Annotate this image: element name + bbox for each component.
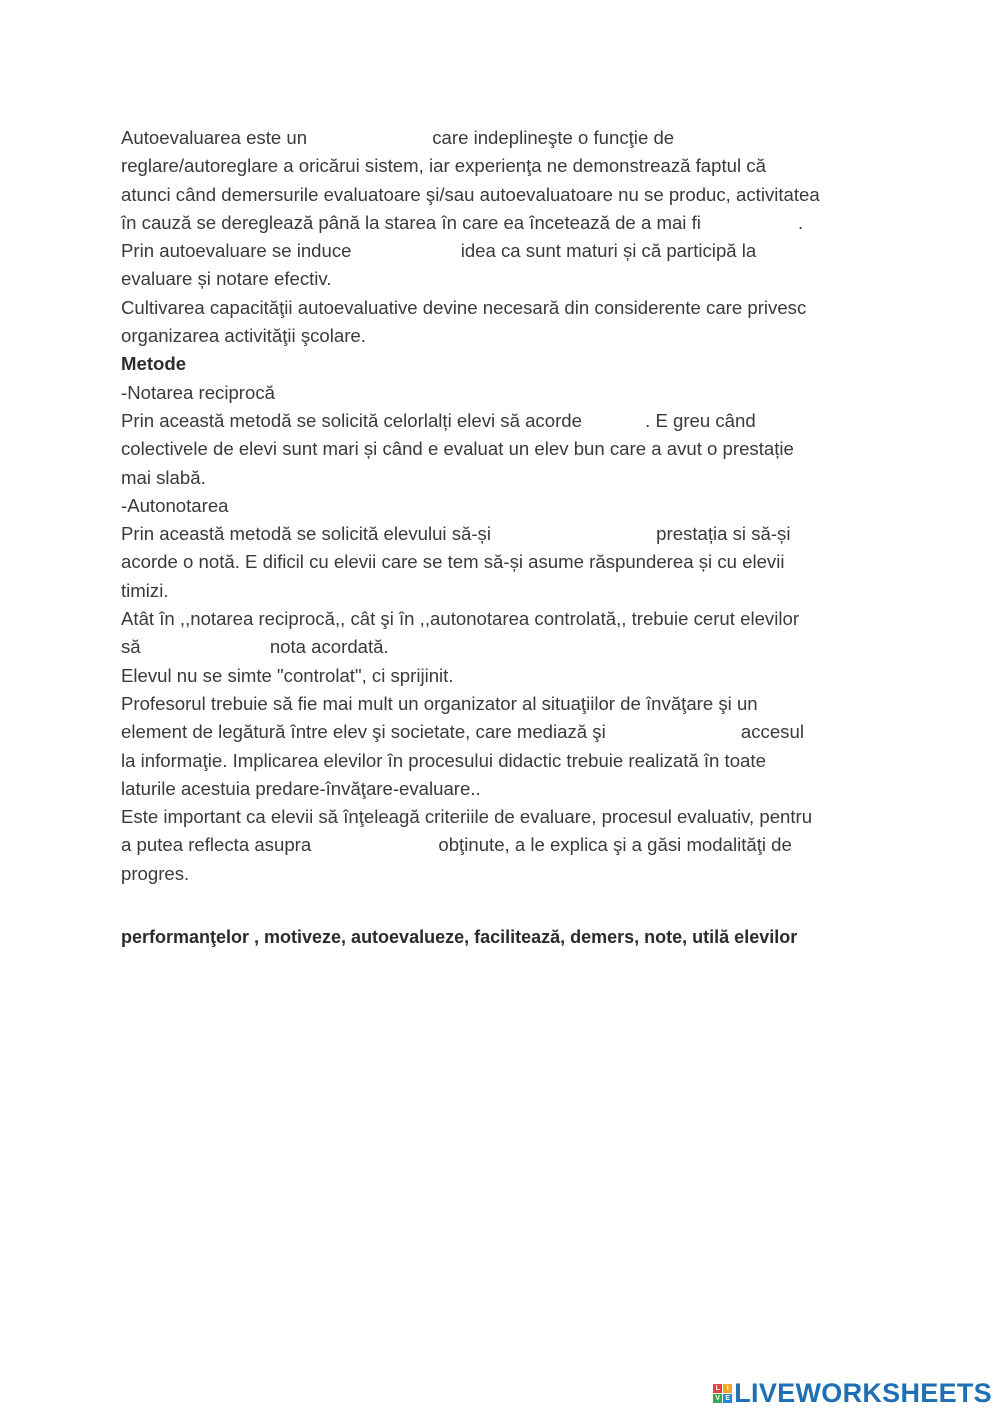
text-line xyxy=(121,747,891,775)
text-line xyxy=(121,577,891,605)
text-segment: reglare/autoreglare a oricărui sistem, iar experienţa ne demonstrează faptul că xyxy=(121,155,766,177)
text-segment: idea ca sunt maturi și că participă la xyxy=(460,240,757,262)
text-segment: obţinute, a le explica şi a găsi modalităţi de xyxy=(438,834,792,856)
answer-blank[interactable] xyxy=(312,126,432,148)
text-line xyxy=(121,124,891,152)
brand-name: LIVEWORKSHEETS xyxy=(734,1377,992,1408)
text-line xyxy=(121,520,891,548)
text-segment: Atât în ,,notarea reciprocă,, cât şi în ,,autonotarea controlată,, trebuie cerut elevilor xyxy=(121,608,800,630)
text-segment: acorde o notă. E dificil cu elevii care se tem să-și asume răspunderea și cu elevii xyxy=(121,551,785,573)
answer-blank[interactable] xyxy=(587,409,645,431)
text-segment: -Notarea reciprocă xyxy=(121,381,275,403)
text-line xyxy=(121,379,891,407)
text-segment: în cauză se dereglează până la starea în care ea încetează de a mai fi xyxy=(121,211,707,233)
text-segment: Prin această metodă se solicită celorlalți elevi să acorde xyxy=(121,409,588,431)
answer-blank[interactable] xyxy=(611,720,741,742)
text-line xyxy=(121,690,891,718)
text-segment: evaluare și notare efectiv. xyxy=(121,268,332,290)
text-segment: colectivele de elevi sunt mari și când e evaluat un elev bun care a avut o prestație xyxy=(121,438,794,460)
text-line xyxy=(121,265,891,293)
text-segment: accesul xyxy=(740,721,804,743)
liveworksheets-logo-icon xyxy=(713,1384,732,1403)
answer-blank[interactable] xyxy=(316,833,438,855)
text-line xyxy=(121,407,891,435)
text-segment: atunci când demersurile evaluatoare şi/sau autoevaluatoare nu se produc, activitatea xyxy=(121,183,820,205)
text-segment: organizarea activităţii şcolare. xyxy=(121,325,366,347)
text-line xyxy=(121,464,891,492)
answer-blank[interactable] xyxy=(357,239,461,261)
logo-letter: I xyxy=(723,1384,732,1393)
worksheet-text xyxy=(121,124,891,888)
text-segment: . E greu când xyxy=(645,409,756,431)
text-line xyxy=(121,605,891,633)
text-line xyxy=(121,294,891,322)
text-line xyxy=(121,492,891,520)
text-segment: a putea reflecta asupra xyxy=(121,834,317,856)
text-segment: Este important ca elevii să înţeleagă criteriile de evaluare, procesul evaluativ, pentru xyxy=(121,806,813,828)
section-heading: Metode xyxy=(121,353,187,375)
text-line xyxy=(121,718,891,746)
text-line xyxy=(121,662,891,690)
text-line xyxy=(121,860,891,888)
text-segment: laturile acestuia predare-învăţare-evaluare.. xyxy=(121,777,481,799)
text-line xyxy=(121,775,891,803)
text-segment: nota acordată. xyxy=(269,636,389,658)
text-line xyxy=(121,322,891,350)
text-line xyxy=(121,803,891,831)
text-line xyxy=(121,181,891,209)
logo-letter: V xyxy=(713,1394,722,1403)
text-line xyxy=(121,237,891,265)
text-segment: Prin autoevaluare se induce xyxy=(121,240,357,262)
text-segment: Elevul nu se simte "controlat", ci sprijinit. xyxy=(121,664,454,686)
text-segment: care indeplineşte o funcţie de xyxy=(432,127,675,148)
text-segment: Prin această metodă se solicită elevului să-și xyxy=(121,523,497,545)
word-bank: performanţelor , motiveze, autoevalueze, facilitează, demers, note, utilă elevilor xyxy=(121,927,798,947)
text-segment: mai slabă. xyxy=(121,466,206,488)
text-line xyxy=(121,435,891,463)
text-segment: timizi. xyxy=(121,579,169,601)
logo-letter: L xyxy=(713,1384,722,1393)
text-segment: Cultivarea capacităţii autoevaluative devine necesară din considerente care privesc xyxy=(121,296,807,318)
text-segment: prestația si să-și xyxy=(656,523,791,545)
text-segment: -Autonotarea xyxy=(121,494,229,516)
text-line xyxy=(121,633,891,661)
text-segment: progres. xyxy=(121,862,190,884)
text-line xyxy=(121,548,891,576)
logo-letter: E xyxy=(723,1394,732,1403)
text-segment: Autoevaluarea este un xyxy=(121,127,313,148)
text-segment: la informaţie. Implicarea elevilor în procesului didactic trebuie realizată în toate xyxy=(121,749,766,771)
answer-blank[interactable] xyxy=(706,211,798,233)
text-line xyxy=(121,831,891,859)
text-line xyxy=(121,350,891,378)
answer-blank[interactable] xyxy=(496,522,656,544)
liveworksheets-logo[interactable] xyxy=(713,1376,992,1410)
text-segment: Profesorul trebuie să fie mai mult un organizator al situaţiilor de învăţare şi un xyxy=(121,692,758,714)
text-segment: . xyxy=(798,211,804,233)
answer-blank[interactable] xyxy=(146,635,270,657)
text-segment: element de legătură între elev şi societate, care mediază şi xyxy=(121,721,611,743)
text-line xyxy=(121,209,891,237)
text-segment: să xyxy=(121,636,146,658)
text-line xyxy=(121,152,891,180)
